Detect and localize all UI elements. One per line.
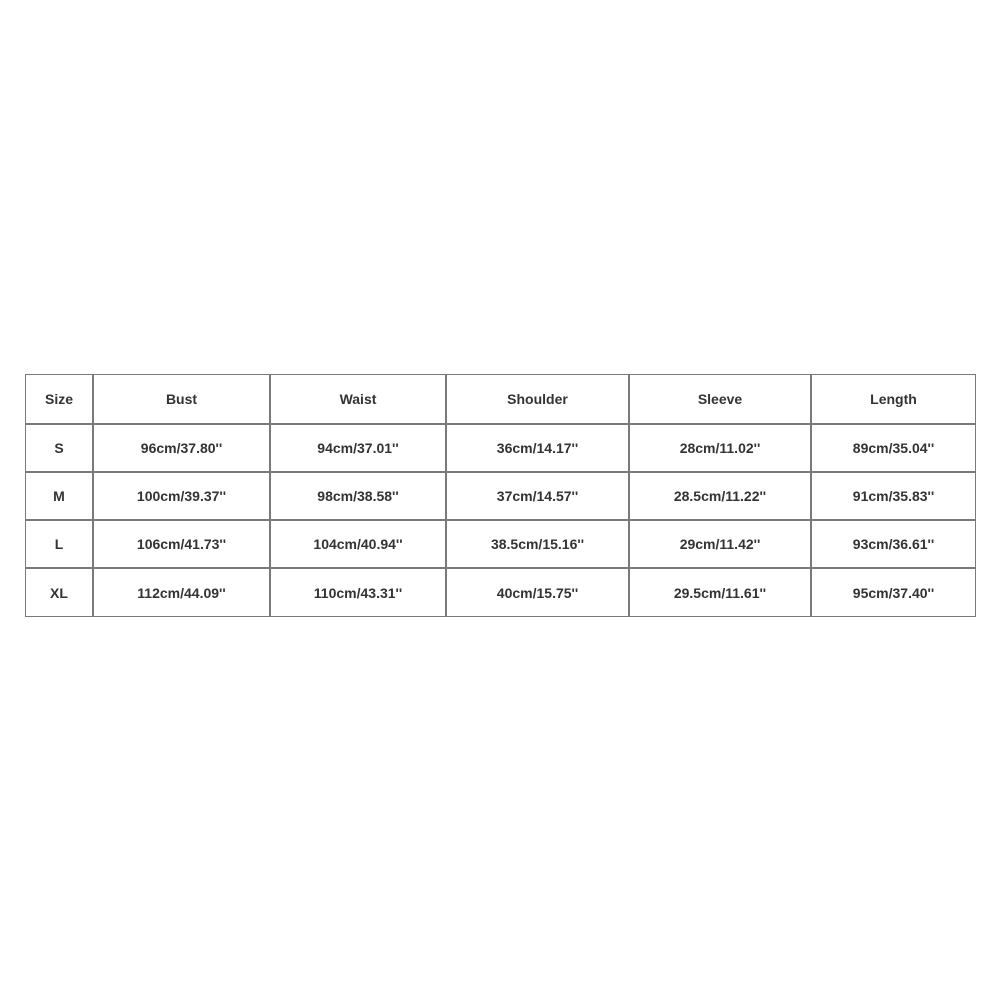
table-row [26,521,976,569]
header-shoulder: Shoulder [447,375,630,425]
header-sleeve: Sleeve [630,375,812,425]
length-cell: 89cm/35.04'' [812,425,976,473]
table-row [26,473,976,521]
sleeve-cell: 28cm/11.02'' [630,425,812,473]
table-row [26,569,976,617]
size-cell: M [26,473,94,521]
bust-cell: 112cm/44.09'' [94,569,271,617]
sleeve-cell: 29cm/11.42'' [630,521,812,569]
waist-cell: 110cm/43.31'' [271,569,447,617]
table-row [26,425,976,473]
shoulder-cell: 40cm/15.75'' [447,569,630,617]
header-length: Length [812,375,976,425]
sleeve-cell: 29.5cm/11.61'' [630,569,812,617]
length-cell: 95cm/37.40'' [812,569,976,617]
header-row [26,375,976,425]
waist-cell: 98cm/38.58'' [271,473,447,521]
header-size: Size [26,375,94,425]
sleeve-cell: 28.5cm/11.22'' [630,473,812,521]
size-cell: S [26,425,94,473]
length-cell: 93cm/36.61'' [812,521,976,569]
length-cell: 91cm/35.83'' [812,473,976,521]
bust-cell: 96cm/37.80'' [94,425,271,473]
size-chart-table [25,374,976,617]
size-cell: L [26,521,94,569]
bust-cell: 100cm/39.37'' [94,473,271,521]
bust-cell: 106cm/41.73'' [94,521,271,569]
shoulder-cell: 38.5cm/15.16'' [447,521,630,569]
waist-cell: 94cm/37.01'' [271,425,447,473]
header-bust: Bust [94,375,271,425]
shoulder-cell: 36cm/14.17'' [447,425,630,473]
shoulder-cell: 37cm/14.57'' [447,473,630,521]
waist-cell: 104cm/40.94'' [271,521,447,569]
size-cell: XL [26,569,94,617]
header-waist: Waist [271,375,447,425]
